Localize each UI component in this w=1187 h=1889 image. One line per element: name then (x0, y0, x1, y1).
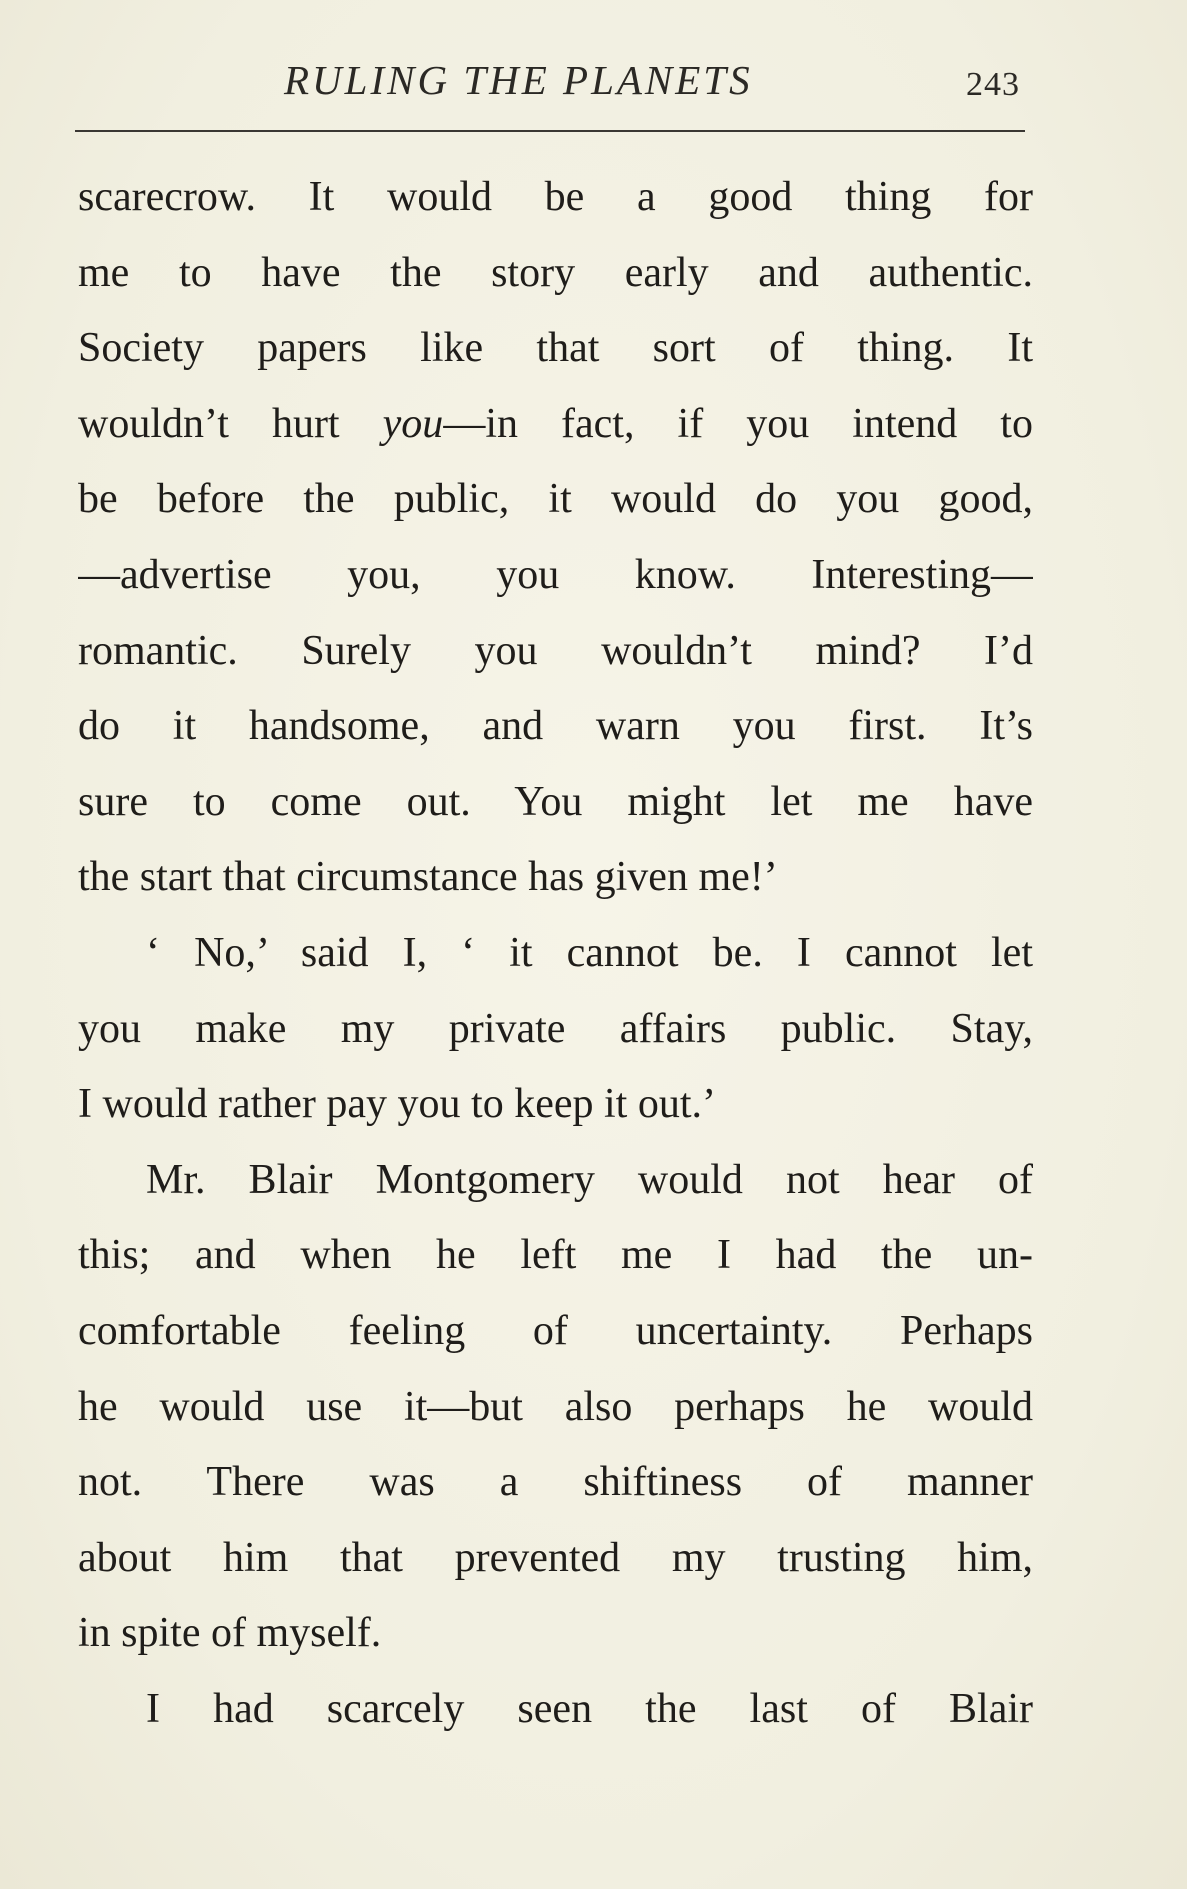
body-text (78, 160, 1033, 1747)
text-line: —advertise you, you know. Interesting— (78, 551, 1033, 598)
text-line (78, 387, 1033, 463)
text-line: scarecrow. It would be a good thing for (78, 174, 1033, 220)
text-fragment: —in fact, if you intend to (443, 400, 1033, 447)
paragraph-end-line: I would rather pay you to keep it out.’ (78, 1081, 716, 1128)
text-line: do it handsome, and warn you first. It’s (78, 703, 1033, 750)
paragraph-end-line: the start that circumstance has given me!’ (78, 854, 778, 901)
italic-emphasis: you (382, 400, 444, 447)
page-number: 243 (966, 66, 1020, 103)
text-line: he would use it—but also perhaps he would (78, 1383, 1033, 1430)
text-line: romantic. Surely you wouldn’t mind? I’d (78, 627, 1033, 674)
text-line: you make my private affairs public. Stay, (78, 1005, 1033, 1052)
running-title: RULING THE PLANETS (284, 57, 753, 103)
text-fragment: wouldn’t hurt (78, 400, 383, 447)
text-line: me to have the story early and authentic. (78, 249, 1033, 296)
header-rule (75, 130, 1025, 132)
running-header (0, 52, 1187, 112)
paragraph-end-line: in spite of myself. (78, 1610, 382, 1657)
text-line: about him that prevented my trusting him, (78, 1534, 1033, 1581)
paragraph-start-line: ‘ No,’ said I, ‘ it cannot be. I cannot let (146, 929, 1033, 976)
text-line: not. There was a shiftiness of manner (78, 1459, 1033, 1506)
text-line: comfortable feeling of uncertainty. Perhaps (78, 1307, 1033, 1354)
paragraph-start-line: Mr. Blair Montgomery would not hear of (146, 1156, 1033, 1203)
text-line: sure to come out. You might let me have (78, 778, 1033, 825)
text-line: this; and when he left me I had the un- (78, 1232, 1033, 1279)
text-line: be before the public, it would do you good, (78, 476, 1033, 523)
paragraph-start-line: I had scarcely seen the last of Blair (146, 1685, 1033, 1732)
text-line: Society papers like that sort of thing. It (78, 325, 1033, 372)
